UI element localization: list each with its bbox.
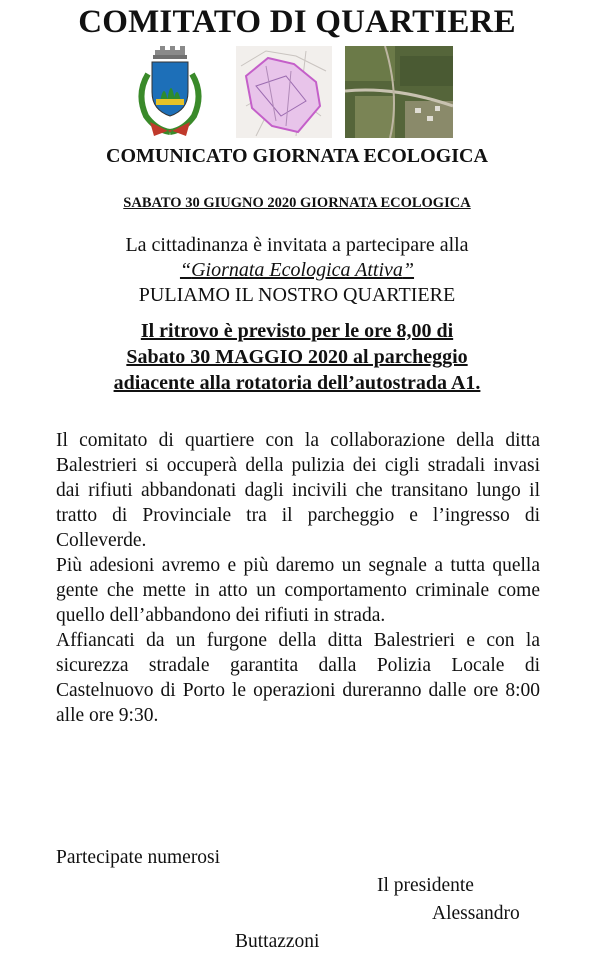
notice-body [56, 428, 540, 728]
meeting-line-3: adiacente alla rotatoria dell’autostrada A1. [113, 372, 481, 394]
invitation-line: La cittadinanza è invitata a partecipare alla [125, 234, 469, 256]
signature-first-name: Alessandro [432, 903, 520, 924]
body-paragraph: Il comitato di quartiere con la collaborazione della ditta Balestrieri si occuperà della pulizia dei cigli stradali invasi dai rifiuti abbandonati dagli incivili che transitano lungo il tratto di Provinciale tra il parcheggio e l’ingresso di Colleverde. [56, 430, 540, 551]
meeting-line-1: Il ritrovo è previsto per le ore 8,00 di [140, 320, 454, 342]
aerial-photo-image [345, 46, 453, 138]
meeting-info [0, 318, 594, 396]
neighborhood-map-image [236, 46, 332, 138]
event-date-line: SABATO 30 GIUGNO 2020 GIORNATA ECOLOGICA [123, 195, 471, 211]
body-paragraph: Più adesioni avremo e più daremo un segnale a tutta quella gente che mette in atto un comportamento criminale come quello dell’abbandono dei rifiuti in strada. [56, 555, 540, 626]
signature-last-name: Buttazzoni [235, 931, 320, 952]
municipal-crest-image [130, 44, 210, 139]
event-name-line [0, 258, 594, 283]
meeting-line-2: Sabato 30 MAGGIO 2020 al parcheggio [126, 346, 468, 368]
closing-line: Partecipate numerosi [56, 847, 221, 868]
slogan-line: PULIAMO IL NOSTRO QUARTIERE [138, 284, 456, 306]
event-name: Giornata Ecologica Attiva [191, 259, 403, 281]
body-paragraph: Affiancati da un furgone della ditta Balestrieri e con la sicurezza stradale garantita dalla Polizia Locale di Castelnuovo di Porto le operazioni dureranno dalle ore 8:00 alle ore 9:30. [56, 630, 540, 726]
header-images [0, 44, 594, 139]
page-title: COMITATO DI QUARTIERE [78, 4, 516, 40]
quote-close: ” [402, 259, 415, 281]
notice-subtitle: COMUNICATO GIORNATA ECOLOGICA [106, 145, 488, 167]
quote-open: “ [179, 259, 192, 281]
signature-role: Il presidente [377, 875, 474, 896]
invitation-block [0, 233, 594, 308]
